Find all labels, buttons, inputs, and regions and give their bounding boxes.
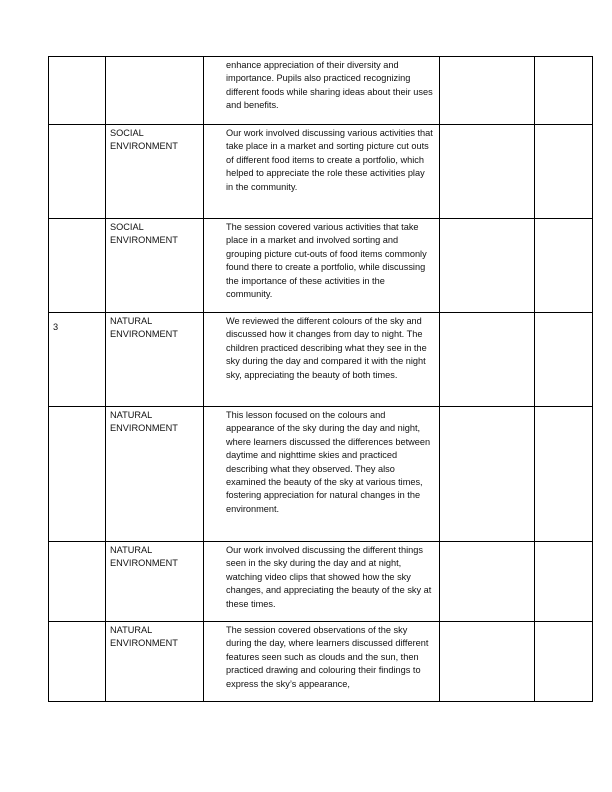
empty-cell [535,542,593,622]
empty-cell [440,57,535,125]
empty-cell [440,125,535,219]
week-cell [49,542,106,622]
empty-cell [535,407,593,542]
empty-cell [440,622,535,702]
empty-cell [535,125,593,219]
table-row [49,313,593,407]
week-cell [49,125,106,219]
learning-area-cell: SOCIAL ENVIRONMENT [106,125,204,219]
lesson-description-cell: enhance appreciation of their diversity and importance. Pupils also practiced recognizing different foods while sharing ideas about their uses and benefits. [204,57,440,125]
week-cell [49,57,106,125]
week-cell [49,622,106,702]
table-row [49,57,593,125]
lesson-description-cell: Our work involved discussing various activities that take place in a market and sorting picture cut outs of different food items to create a portfolio, which helped to appreciate the role these activities play in the community. [204,125,440,219]
table-row [49,407,593,542]
lesson-log-table [48,56,593,702]
learning-area-cell: NATURAL ENVIRONMENT [106,622,204,702]
table-row [49,622,593,702]
empty-cell [535,57,593,125]
lesson-description-cell: This lesson focused on the colours and appearance of the sky during the day and night, where learners discussed the differences between daytime and nighttime skies and practiced describing what they observed. They also examined the beauty of the sky at various times, fostering appreciation for natural changes in the environment. [204,407,440,542]
learning-area-cell: NATURAL ENVIRONMENT [106,407,204,542]
lesson-description-cell: Our work involved discussing the different things seen in the sky during the day and at night, watching video clips that showed how the sky changes, and appreciating the beauty of the sky at these times. [204,542,440,622]
table-row [49,219,593,313]
empty-cell [535,219,593,313]
empty-cell [440,407,535,542]
learning-area-cell [106,57,204,125]
lesson-description-cell: We reviewed the different colours of the sky and discussed how it changes from day to night. The children practiced describing what they see in the sky during the day and compared it with the night sky, appreciating the beauty of both times. [204,313,440,407]
empty-cell [535,622,593,702]
learning-area-cell: NATURAL ENVIRONMENT [106,542,204,622]
lesson-description-cell: The session covered various activities that take place in a market and involved sorting and grouping picture cut-outs of food items commonly found there to create a portfolio, while discussing the importance of these activities in the community. [204,219,440,313]
table-row [49,542,593,622]
table-row [49,125,593,219]
week-cell: 3 [49,313,106,407]
learning-area-cell: NATURAL ENVIRONMENT [106,313,204,407]
learning-area-cell: SOCIAL ENVIRONMENT [106,219,204,313]
empty-cell [440,313,535,407]
lesson-description-cell: The session covered observations of the sky during the day, where learners discussed different features seen such as clouds and the sun, then practiced drawing and colouring their findings to express the sky’s appearance, [204,622,440,702]
empty-cell [440,542,535,622]
empty-cell [440,219,535,313]
week-cell [49,219,106,313]
week-cell [49,407,106,542]
empty-cell [535,313,593,407]
